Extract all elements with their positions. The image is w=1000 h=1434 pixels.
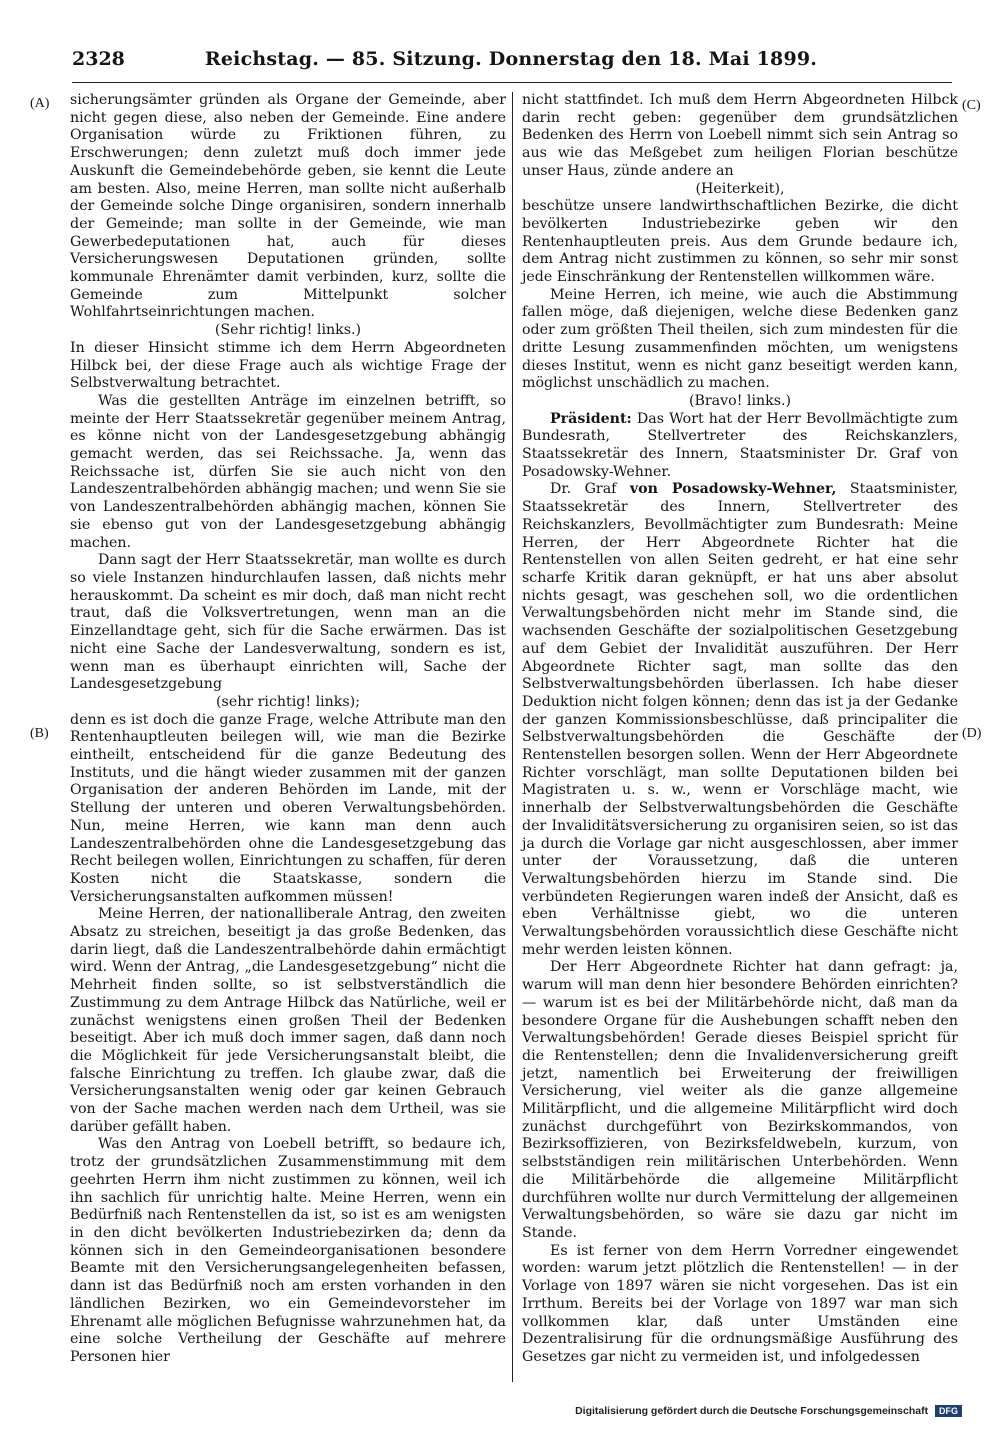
paragraph: [70, 393, 506, 552]
paragraph-text: denn es ist doch die ganze Frage, welche Attribute man den Rentenhauptleuten beilegen will, wie man die Bezirke eintheilt, entscheidend für die ganze Bedeutung des Instituts, und die hängt wieder zusammen mit der ganzen Organisation der anderen Behörden im Lande, mit der Stellung der unteren und oberen Verwaltungsbehörden. Nun, meine Herren, wie kann man denn auch Landeszentralbehörden ohne die Landesgesetzgebung das Recht beilegen wollen, Einrichtungen zu schaffen, für deren Kosten nicht die Staatskasse, sondern die Versicherungsanstalten aufkommen müssen!: [70, 711, 506, 905]
running-title: Reichstag. — 85. Sitzung. Donnerstag den 18. Mai 1899.: [204, 48, 818, 70]
paragraph: [522, 287, 958, 393]
paragraph: [70, 1136, 506, 1366]
speaker-name: von Posadowsky-Wehner,: [629, 481, 837, 498]
paragraph-text: Meine Herren, der nationalliberale Antrag, den zweiten Absatz zu streichen, beseitigt ja das große Bedenken, das darin liegt, daß die Landeszentralbehörde dahin ermächtigt wird. Wenn der Antrag, „die Landesgesetzgebung“ nicht die Mehrheit finden sollte, so ist selbstverständlich die Zustimmung zu dem Antrage Hilbck das Natürliche, weil er zunächst wenigstens einen großen Theil der Bedenken beseitigt. Aber ich muß doch immer sagen, daß dann noch die Möglichkeit für jede Versicherungsanstalt bleibt, die falsche Einrichtung zu treffen. Ich glaube zwar, daß die Versicherungsanstalten wenig oder gar keinen Gebrauch von der Sache machen werden nach dem Urtheil, was sie darüber gefällt haben.: [70, 906, 506, 1135]
paragraph-text: sicherungsämter gründen als Organe der Gemeinde, aber nicht gegen diese, also neben der Gemeinde. Eine andere Organisation würde zu Friktionen führen, zu Erschwerungen; denn zuletzt muß doch immer jede Auskunft die Gemeindebehörde geben, sie kennt die Leute am besten. Also, meine Herren, man sollte nicht außerhalb der Gemeinde solche Dinge organisiren, sondern innerhalb der Gemeinde; man sollte in der Gemeinde, wie man Gewerbedeputationen hat, auch für dieses Versicherungswesen Deputationen gründen, sollte kommunale Ehrenämter damit verbinden, kurz, sollte die Gemeinde zum Mittelpunkt solcher Wohlfahrtseinrichtungen machen.: [70, 92, 506, 321]
paragraph-text: Es ist ferner von dem Herrn Vorredner eingewendet worden: warum jetzt plötzlich die Rentenstellen! — in der Vorlage von 1897 wären sie nicht vorgesehen. Das ist ein Irrthum. Bereits bei der Vorlage von 1897 war man sich vollkommen klar, daß unter Umständen eine Dezentralisirung für die ordnungsmäßige Ausführung des Gesetzes gar nicht zu vermeiden ist, und infolgedessen: [522, 1242, 958, 1365]
paragraph-text: Meine Herren, ich meine, wie auch die Abstimmung fallen möge, daß diejenigen, welche diese Bedenken ganz oder zum größten Theil theilen, sich zum mindesten für die dritte Lesung zusammenfinden möchten, um wenigstens dieses Institut, wenn es nicht ganz beseitigt werden kann, möglichst unschädlich zu machen.: [522, 286, 958, 392]
paragraph: [522, 92, 958, 181]
paragraph: [70, 906, 506, 1136]
paragraph-text: Das Wort hat der Herr Bevollmächtigte zum Bundesrath, Stellvertreter des Reichskanzlers, Staatssekretär des Innern, Staatsminister Dr. Graf von Posadowsky-Wehner.: [522, 410, 958, 480]
paragraph-text: Was den Antrag von Loebell betrifft, so bedaure ich, trotz der grundsätzlichen Zusammenstimmung mit dem geehrten Herrn ihm nicht zustimmen zu können, weil ich ihn sachlich für unrichtig halte. Meine Herren, wenn ein Bedürfniß nach Rentenstellen da ist, so ist es am wenigsten in den dicht bevölkerten Industriebezirken da; denn da können sich in den Gemeindeorganisationen besondere Beamte mit den Versicherungsangelegenheiten befassen, dann ist das Bedürfniß noch am ersten vorhanden in den ländlichen Bezirken, wo ein Gemeindevorsteher im Ehrenamt alle möglichen Befugnisse wahrzunehmen hat, da eine solche Vertheilung der Geschäfte auf mehrere Personen hier: [70, 1136, 506, 1365]
paragraph-text: Der Herr Abgeordnete Richter hat dann gefragt: ja, warum will man denn hier besondere Behörden einrichten? — warum ist es bei der Militärbehörde nicht, daß man da besondere Organe für die Aushebungen schafft neben den Verwaltungsbehörden! Gerade dieses Beispiel spricht für die Rentenstellen; denn die Invalidenversicherung greift jetzt, namentlich bei Erweiterung der freiwilligen Versicherung, viel weiter als die ganze allgemeine Militärpflicht, und die allgemeine Militärpflicht wird doch zunächst durchgeführt von Bezirkskommandos, von Bezirksoffizieren, von Bezirksfeldwebeln, kurzum, von selbstständigen rein militärischen Unterbehörden. Wenn die Militärbehörde die allgemeine Militärpflicht durchführen wollte nur durch Vermittelung der allgemeinen Verwaltungsbehörden, so wäre sie dazu gar nicht im Stande.: [522, 959, 958, 1241]
paragraph-text: nicht stattfindet. Ich muß dem Herrn Abgeordneten Hilbck darin recht geben: gegenüber dem grundsätzlichen Bedenken des Herrn von Loebell nimmt sich sein Antrag so aus wie das Meßgebet zum heiligen Florian beschütze unser Haus, zünde andere an: [522, 92, 958, 179]
paragraph-text: (sehr richtig! links);: [216, 693, 360, 710]
paragraph: [70, 340, 506, 393]
dfg-logo: DFG: [935, 1405, 962, 1417]
paragraph: [70, 712, 506, 907]
margin-marker-d: (D): [962, 726, 982, 741]
paragraph-text: (Sehr richtig! links.): [214, 322, 362, 339]
paragraph-text: beschütze unsere landwirthschaftlichen Bezirke, die dicht bevölkerten Industriebezirke geben wir den Rentenhauptleuten preis. Aus dem Grunde bedaure ich, dem Antrag nicht zustimmen zu können, so sehr mir sonst jede Einschränkung der Rentenstellen willkommen wäre.: [522, 198, 958, 286]
paragraph: [522, 481, 958, 959]
paragraph: [70, 92, 506, 322]
interjection: [522, 181, 958, 199]
column-divider: [512, 92, 513, 1382]
paragraph: [522, 411, 958, 482]
speaker-prefix: Dr. Graf: [550, 481, 630, 498]
paragraph-text: In dieser Hinsicht stimme ich dem Herrn Abgeordneten Hilbck bei, der diese Frage auch als wichtige Frage der Selbstverwaltung betrachtet.: [70, 339, 506, 392]
paragraph: [522, 198, 958, 287]
paragraph-text: (Bravo! links.): [688, 392, 792, 409]
paragraph: [522, 1243, 958, 1367]
margin-marker-b: (B): [30, 726, 49, 741]
paragraph-text: Dann sagt der Herr Staatssekretär, man wollte es durch so viele Instanzen hindurchlaufen lassen, daß nichts mehr herauskommt. Da scheint es mir doch, daß man nicht recht traut, daß die Volksvertretungen, wenn man an die Einzellandtage geht, sich für die Sache erwärmen. Das ist nicht eine Sache der Landesverwaltung, sondern es ist, wenn man es überhaupt einrichten will, Sache der Landesgesetzgebung: [70, 552, 506, 693]
left-column: [70, 92, 506, 1367]
interjection: [522, 393, 958, 411]
page-header: [72, 44, 950, 74]
interjection: [70, 694, 506, 712]
right-column: [522, 92, 958, 1367]
header-rule: [72, 82, 952, 83]
paragraph: [522, 959, 958, 1242]
paragraph-text: Was die gestellten Anträge im einzelnen betrifft, so meinte der Herr Staatssekretär gegenüber meinem Antrag, es könne nicht von der Landesgesetzgebung abhängig gemacht werden, das sei Reichssache. Ja, wenn das Reichssache ist, dürfen Sie sie auch nicht von den Landeszentralbehörden abhängig machen; und wenn Sie sie von Landeszentralbehörden abhängig machen, können Sie sie ebenso gut von der Landesgesetzgebung abhängig machen.: [70, 392, 506, 551]
margin-marker-a: (A): [30, 96, 50, 111]
margin-marker-c: (C): [962, 98, 981, 113]
paragraph: [70, 552, 506, 694]
interjection: [70, 322, 506, 340]
footer-text: Digitalisierung gefördert durch die Deutsche Forschungsgemeinschaft: [575, 1405, 929, 1417]
footer-credit: [575, 1405, 962, 1417]
paragraph-text: Staatsminister, Staatssekretär des Innern, Stellvertreter des Reichskanzlers, Bevollmächtigter zum Bundesrath: Meine Herren, der Herr Abgeordnete Richter hat die Rentenstellen von allen Seiten gedreht, er hat eine sehr scharfe Kritik daran geknüpft, er hat uns aber absolut nichts gesagt, was geschehen soll, wo die ordentlichen Verwaltungsbehörden nicht mehr im Stande sind, die wachsenden Geschäfte der sozialpolitischen Gesetzgebung auf dem Gebiet der Invalidität auszuführen. Der Herr Abgeordnete Richter sagt, man sollte das den Selbstverwaltungsbehörden überlassen. Ich habe dieser Deduktion nicht folgen können; denn das ist ja der Gedanke der ganzen Kommissionsbeschlüsse, daß principaliter die Selbstverwaltungsbehörden die Geschäfte der Rentenstellen besorgen sollen. Wenn der Herr Abgeordnete Richter vorschlägt, man sollte Deputationen bilden bei Magistraten u. s. w., wenn er Vorschläge macht, wie innerhalb der Selbstverwaltungsbehörden die Geschäfte der Invaliditätsversicherung zu organisiren seien, so ist das ja durch die Vorlage gar nicht ausgeschlossen, aber immer unter der Voraussetzung, daß die unteren Verwaltungsbehörden hierzu im Stande sind. Die verbündeten Regierungen waren indeß der Ansicht, daß es eben Verhältnisse giebt, wo die unteren Verwaltungsbehörden voraussichtlich diese Geschäfte nicht mehr werden leisten können.: [522, 481, 959, 958]
speaker-name: Präsident:: [550, 410, 632, 427]
page-number: 2328: [72, 48, 125, 70]
paragraph-text: (Heiterkeit),: [695, 180, 785, 197]
